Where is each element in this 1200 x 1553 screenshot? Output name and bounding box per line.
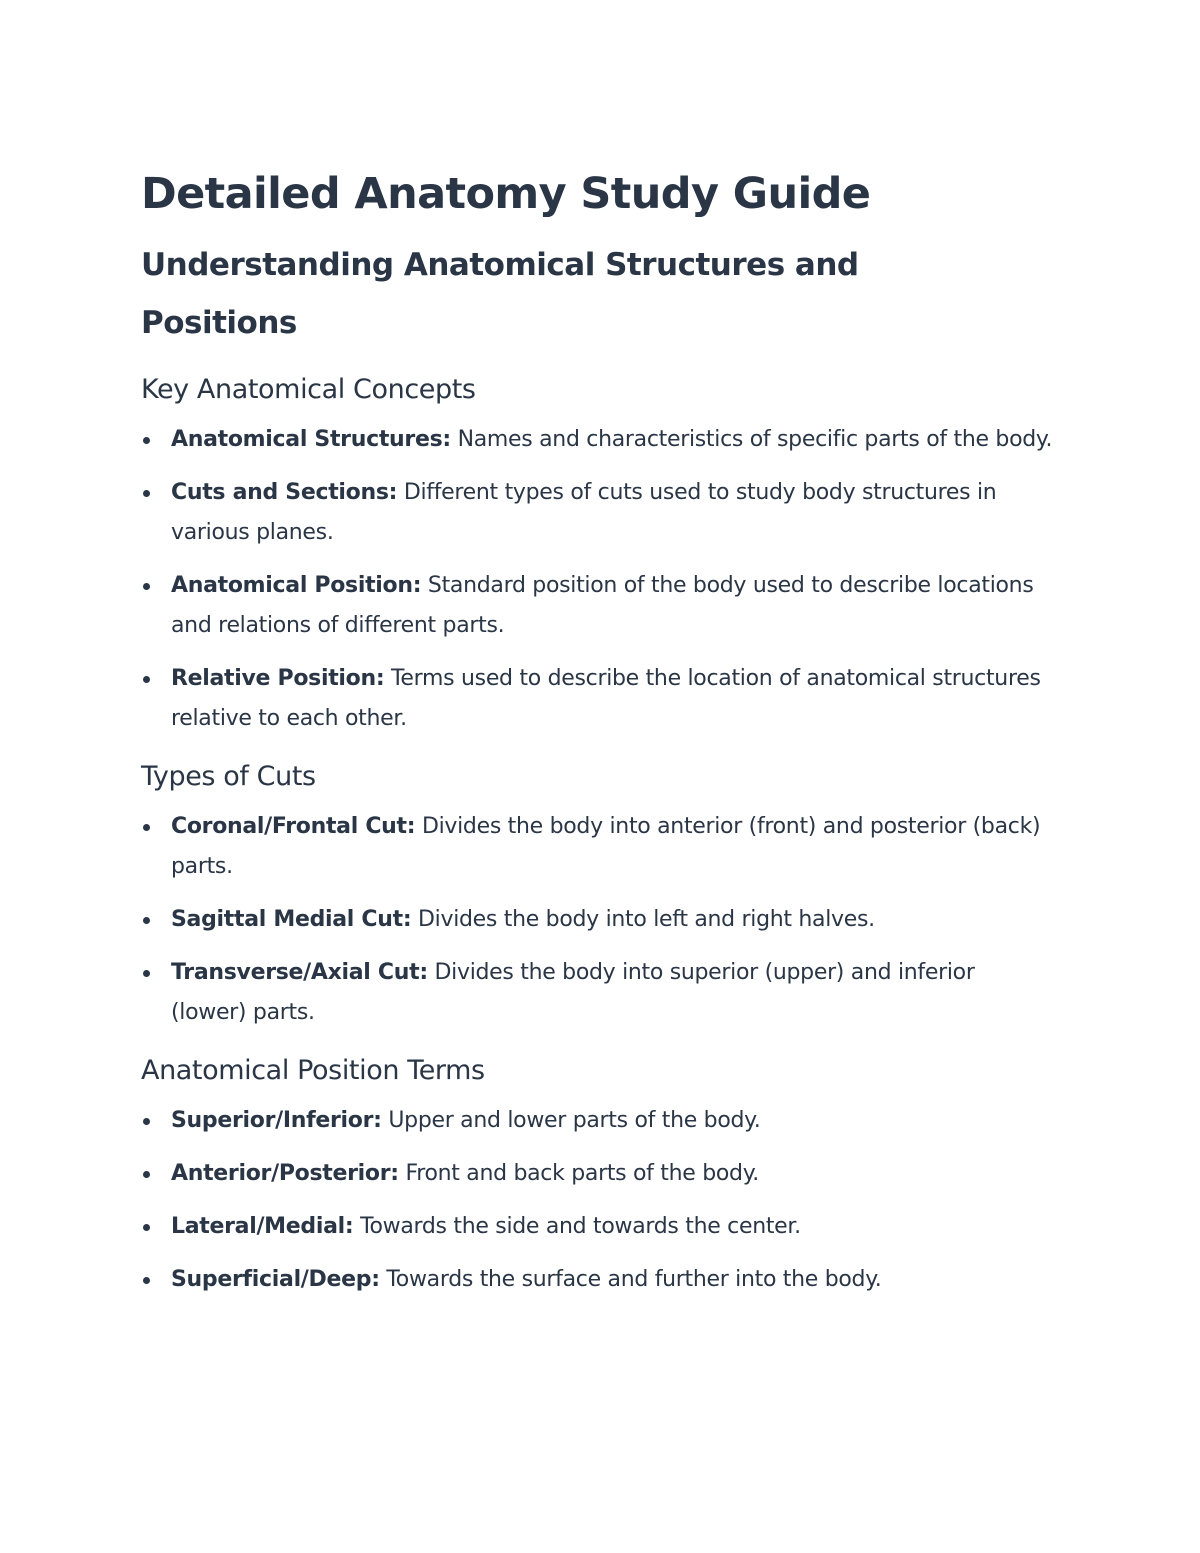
bullet-list (141, 420, 1056, 739)
bullet-icon (143, 490, 150, 497)
bullet-icon (143, 1171, 150, 1178)
item-term: Transverse/Axial Cut: (171, 960, 428, 985)
item-term: Lateral/Medial: (171, 1214, 354, 1239)
bullet-icon (143, 824, 150, 831)
bullet-icon (143, 583, 150, 590)
section-heading: Anatomical Position Terms (141, 1055, 485, 1086)
bullet-icon (143, 1277, 150, 1284)
item-text: Front and back parts of the body. (398, 1161, 759, 1186)
item-term: Superior/Inferior: (171, 1108, 382, 1133)
item-text: Towards the side and towards the center. (353, 1214, 801, 1239)
bullet-icon (143, 437, 150, 444)
section-types-of-cuts (141, 753, 1056, 1033)
item-text: Standard position of the body used to describe locations and relations of different parts. (171, 573, 1034, 638)
bullet-icon (143, 1118, 150, 1125)
item-text: Towards the surface and further into the body. (379, 1267, 882, 1292)
item-term: Cuts and Sections: (171, 480, 398, 505)
item-text: Upper and lower parts of the body. (381, 1108, 761, 1133)
item-text: Divides the body into anterior (front) and posterior (back) parts. (171, 814, 1041, 879)
section-position-terms (141, 1047, 1056, 1300)
item-text: Different types of cuts used to study body structures in various planes. (171, 480, 997, 545)
list-item (141, 566, 1056, 646)
item-term: Coronal/Frontal Cut: (171, 814, 416, 839)
list-item (141, 900, 1056, 940)
list-item (141, 1101, 1056, 1141)
document-subtitle: Understanding Anatomical Structures and Positions (141, 247, 859, 341)
bullet-icon (143, 676, 150, 683)
item-term: Anatomical Structures: (171, 427, 451, 452)
bullet-icon (143, 917, 150, 924)
item-term: Anatomical Position: (171, 573, 422, 598)
bullet-list (141, 1101, 1056, 1300)
bullet-icon (143, 970, 150, 977)
item-text: Names and characteristics of specific parts of the body. (450, 427, 1053, 452)
document-title: Detailed Anatomy Study Guide (141, 169, 871, 219)
item-term: Relative Position: (171, 666, 385, 691)
bullet-list (141, 807, 1056, 1033)
list-item (141, 473, 1056, 553)
item-text: Divides the body into left and right halves. (411, 907, 875, 932)
list-item (141, 1154, 1056, 1194)
section-key-concepts (141, 366, 1056, 739)
section-heading: Key Anatomical Concepts (141, 374, 476, 405)
list-item (141, 1260, 1056, 1300)
item-term: Sagittal Medial Cut: (171, 907, 412, 932)
section-heading: Types of Cuts (141, 761, 316, 792)
list-item (141, 953, 1056, 1033)
list-item (141, 807, 1056, 887)
item-term: Superficial/Deep: (171, 1267, 380, 1292)
list-item (141, 659, 1056, 739)
document-page (141, 164, 1056, 1313)
item-text: Divides the body into superior (upper) and inferior (lower) parts. (171, 960, 975, 1025)
item-text: Terms used to describe the location of anatomical structures relative to each other. (171, 666, 1041, 731)
item-term: Anterior/Posterior: (171, 1161, 399, 1186)
list-item (141, 420, 1056, 460)
list-item (141, 1207, 1056, 1247)
bullet-icon (143, 1224, 150, 1231)
